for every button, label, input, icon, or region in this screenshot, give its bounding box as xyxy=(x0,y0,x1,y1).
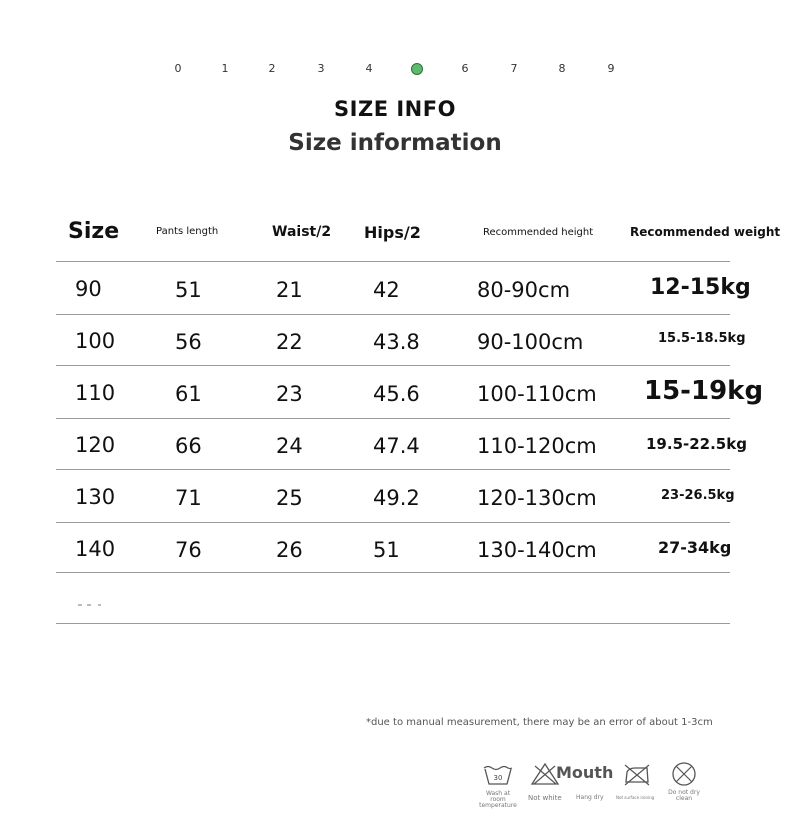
wash-tub-icon xyxy=(482,764,514,786)
header-recommended-height: Recommended height xyxy=(483,227,594,238)
page-title: SIZE INFO xyxy=(334,97,456,121)
table-divider xyxy=(56,261,730,262)
wash-temperature: 30 xyxy=(493,774,503,782)
care-label-hang-dry: Hang dry xyxy=(576,794,604,801)
cell-size: 110 xyxy=(75,381,116,405)
cell-pants-length: 71 xyxy=(175,486,202,510)
table-divider xyxy=(56,418,730,419)
step-2: 2 xyxy=(268,62,276,75)
table-divider xyxy=(56,572,730,573)
measurement-note: *due to manual measurement, there may be an error of about 1-3cm xyxy=(366,717,713,728)
step-9: 9 xyxy=(607,62,615,75)
cell-height: 110-120cm xyxy=(477,434,597,458)
header-hips: Hips/2 xyxy=(364,223,421,242)
no-iron-icon xyxy=(623,762,651,786)
cell-hips: 47.4 xyxy=(373,434,420,458)
cell-waist: 23 xyxy=(276,382,303,406)
cell-pants-length: 76 xyxy=(175,538,202,562)
step-6: 6 xyxy=(461,62,469,75)
cell-size: 90 xyxy=(75,277,102,301)
cell-pants-length: 51 xyxy=(175,278,202,302)
cell-pants-length: 66 xyxy=(175,434,202,458)
care-label-no-dry-clean: Do not dry clean xyxy=(668,789,700,802)
cell-size: 140 xyxy=(75,537,116,561)
page-subtitle: Size information xyxy=(288,130,502,156)
cell-hips: 42 xyxy=(373,278,400,302)
cell-pants-length: 61 xyxy=(175,382,202,406)
table-divider xyxy=(56,365,730,366)
cell-height: 90-100cm xyxy=(477,330,584,354)
header-pants-length: Pants length xyxy=(156,226,219,237)
step-indicator xyxy=(0,62,790,78)
cell-height: 100-110cm xyxy=(477,382,597,406)
cell-size: 130 xyxy=(75,485,116,509)
cell-weight: 12-15kg xyxy=(650,275,751,300)
care-label-wash: Wash at room temperature xyxy=(479,790,517,809)
cell-weight: 15.5-18.5kg xyxy=(658,331,746,346)
cell-waist: 21 xyxy=(276,278,303,302)
table-divider xyxy=(56,623,730,624)
cell-weight: 27-34kg xyxy=(658,538,732,557)
cell-size: 120 xyxy=(75,433,116,457)
step-8: 8 xyxy=(558,62,566,75)
cell-waist: 25 xyxy=(276,486,303,510)
header-size: Size xyxy=(68,219,120,244)
step-0: 0 xyxy=(174,62,182,75)
care-label-no-iron: Not surface ironing xyxy=(616,795,655,800)
cell-height: 130-140cm xyxy=(477,538,597,562)
step-3: 3 xyxy=(317,62,325,75)
table-divider xyxy=(56,469,730,470)
cell-weight: 19.5-22.5kg xyxy=(646,435,747,453)
care-label-no-bleach: Not white xyxy=(528,794,562,802)
cell-waist: 22 xyxy=(276,330,303,354)
cell-size: 100 xyxy=(75,329,116,353)
step-7: 7 xyxy=(510,62,518,75)
cell-height: 80-90cm xyxy=(477,278,571,302)
header-recommended-weight: Recommended weight xyxy=(630,225,781,239)
brand-logo: Mouth xyxy=(556,763,614,782)
step-4: 4 xyxy=(365,62,373,75)
cell-pants-length: 56 xyxy=(175,330,202,354)
cell-waist: 26 xyxy=(276,538,303,562)
faint-text-remnant xyxy=(78,604,112,607)
table-divider xyxy=(56,522,730,523)
cell-hips: 49.2 xyxy=(373,486,420,510)
active-step-dot xyxy=(411,63,423,75)
cell-hips: 45.6 xyxy=(373,382,420,406)
cell-weight: 15-19kg xyxy=(644,376,764,406)
step-1: 1 xyxy=(221,62,229,75)
no-dry-clean-icon xyxy=(670,760,698,788)
table-divider xyxy=(56,314,730,315)
cell-weight: 23-26.5kg xyxy=(661,488,735,503)
cell-hips: 43.8 xyxy=(373,330,420,354)
cell-height: 120-130cm xyxy=(477,486,597,510)
header-waist: Waist/2 xyxy=(272,224,332,240)
cell-hips: 51 xyxy=(373,538,400,562)
cell-waist: 24 xyxy=(276,434,303,458)
